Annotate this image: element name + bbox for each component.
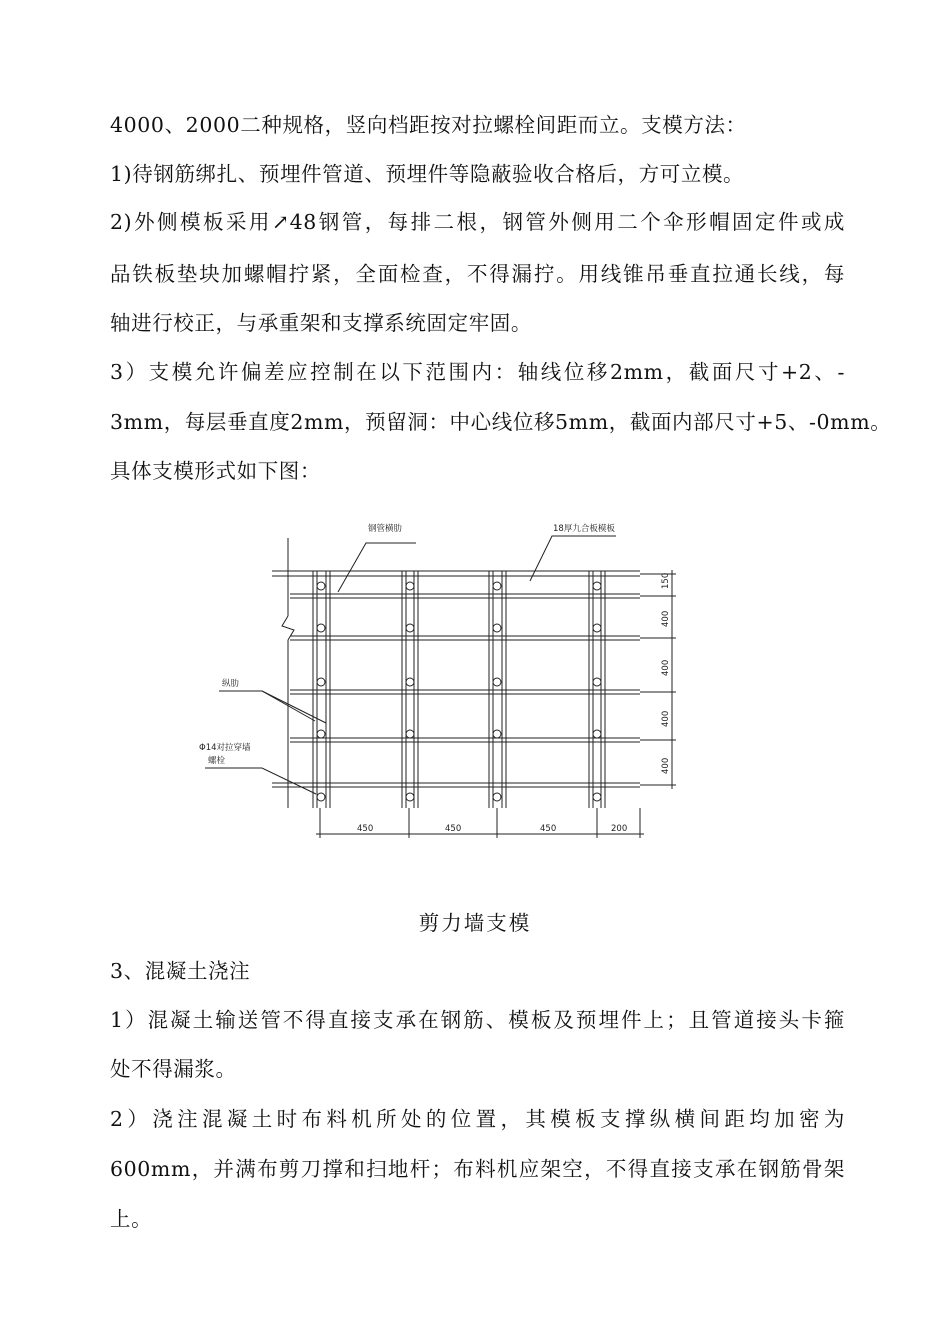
paragraph-line: 3）支模允许偏差应控制在以下范围内：轴线位移2mm，截面尺寸+2、-	[110, 360, 845, 384]
label-bolt: 螺栓	[208, 756, 226, 766]
paragraph-line: 4000、2000二种规格，竖向档距按对拉螺栓间距而立。支模方法：	[110, 113, 747, 137]
dim-label: 450	[357, 824, 374, 834]
paragraph-line: 品铁板垫块加螺帽拧紧，全面检查，不得漏拧。用线锥吊垂直拉通长线，每	[110, 262, 845, 286]
paragraph-line: 2）浇注混凝土时布料机所处的位置，其模板支撑纵横间距均加密为	[110, 1107, 845, 1131]
paragraph-line: 具体支模形式如下图：	[110, 459, 321, 483]
dim-label: 400	[661, 757, 671, 774]
paragraph-line: 3mm，每层垂直度2mm，预留洞：中心线位移5mm，截面内部尺寸+5、-0mm。	[110, 410, 892, 434]
paragraph-line: 处不得漏浆。	[110, 1057, 237, 1081]
section-heading: 3、混凝土浇注	[110, 959, 251, 983]
paragraph-line: 2)外侧模板采用↗48钢管，每排二根，钢管外侧用二个伞形帽固定件或成	[110, 210, 845, 234]
paragraph-line: 上。	[110, 1207, 153, 1231]
dim-label: 450	[540, 824, 557, 834]
label-steel-waler: 钢管横肋	[368, 524, 403, 534]
label-vertical-rib: 纵肋	[222, 679, 240, 689]
paragraph-line: 1)待钢筋绑扎、预埋件管道、预埋件等隐蔽验收合格后，方可立模。	[110, 162, 745, 186]
paragraph-line: 1）混凝土输送管不得直接支承在钢筋、模板及预埋件上；且管道接头卡箍	[110, 1008, 845, 1032]
dim-label: 150	[661, 572, 671, 589]
dim-label: 200	[611, 824, 628, 834]
paragraph-line: 600mm，并满布剪刀撑和扫地杆；布料机应架空，不得直接支承在钢筋骨架	[110, 1157, 845, 1181]
label-bolt: Φ14对拉穿墙	[199, 743, 251, 753]
dim-label: 400	[661, 710, 671, 727]
label-plywood: 18厚九合板模板	[553, 524, 615, 534]
dim-label: 400	[661, 659, 671, 676]
paragraph-line: 轴进行校正，与承重架和支撑系统固定牢固。	[110, 311, 532, 335]
figure-caption: 剪力墙支模	[418, 911, 532, 935]
dim-label: 400	[661, 610, 671, 627]
dim-label: 450	[445, 824, 462, 834]
